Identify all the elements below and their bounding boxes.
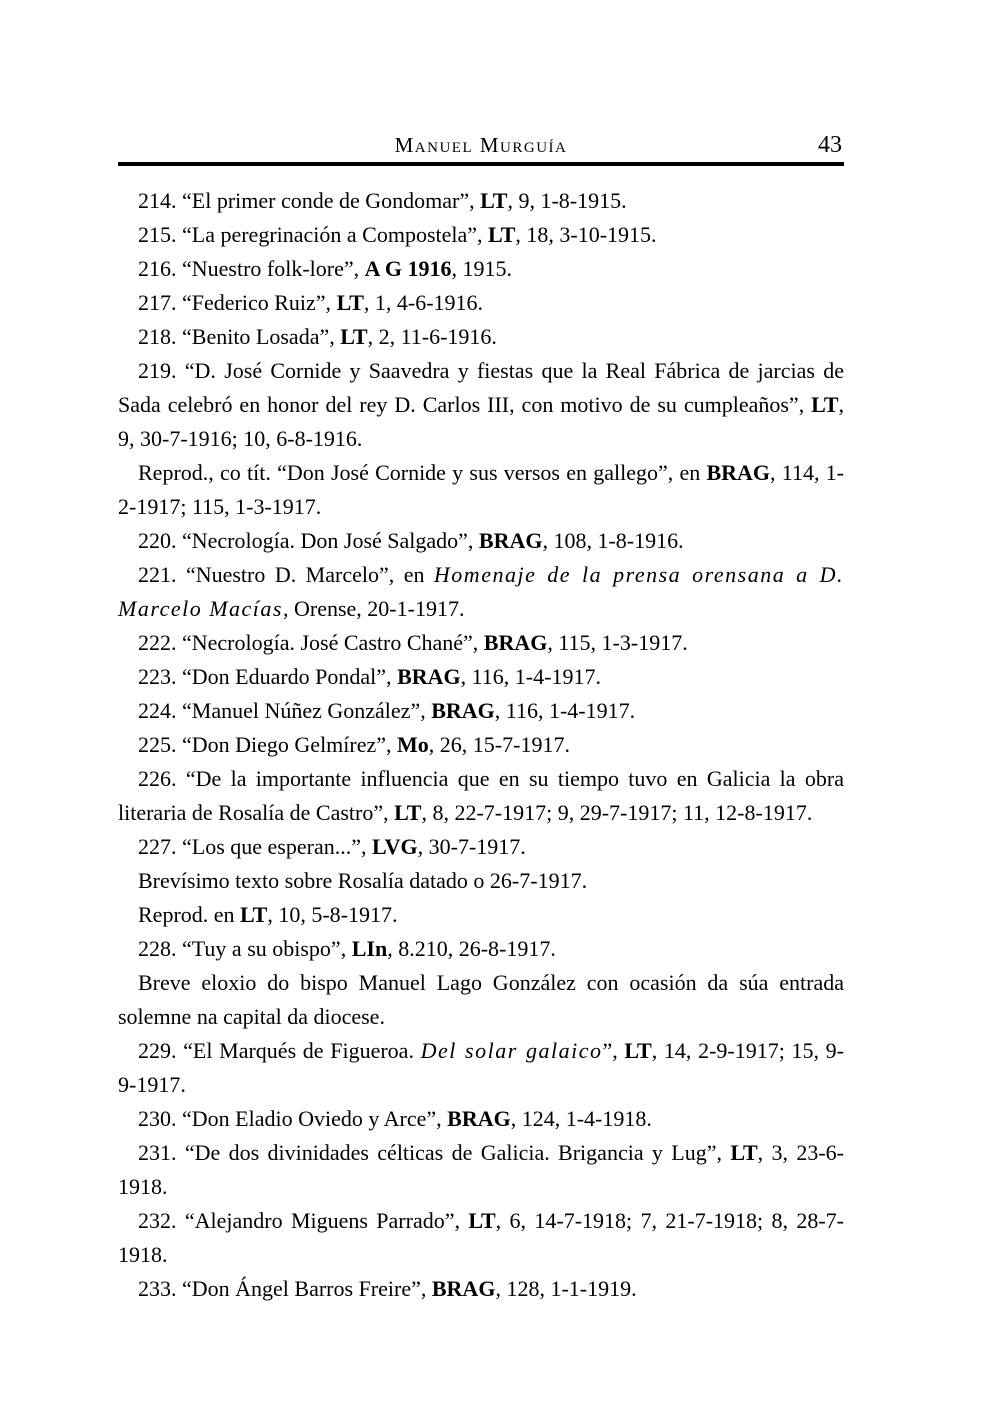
entry-text: , 6, 14-7-1918; 7, 21-7-1918; 8, 28-7-1918. (118, 1208, 844, 1267)
entry-text: , 9, 30-7-1916; 10, 6-8-1916. (118, 392, 844, 451)
bibliography-entry (118, 864, 844, 898)
entry-text: 220. “Necrología. Don José Salgado”, (138, 528, 479, 553)
publication-abbreviation: BRAG (447, 1106, 511, 1131)
entry-text: 219. “D. José Cornide y Saavedra y fiestas que la Real Fábrica de jarcias de Sada celebró en honor del rey D. Carlos III, con motivo de su cumpleaños”, (118, 358, 844, 417)
entry-text: ”, (602, 1038, 625, 1063)
bibliography-entry (118, 524, 844, 558)
publication-abbreviation: LT (488, 222, 516, 247)
entry-text: , Orense, 20-1-1917. (282, 596, 465, 621)
entry-text: 222. “Necrología. José Castro Chané”, (138, 630, 484, 655)
entry-text: Brevísimo texto sobre Rosalía datado o 26-7-1917. (138, 868, 588, 893)
entry-text: , 116, 1-4-1917. (494, 698, 636, 723)
bibliography-entry (118, 184, 844, 218)
bibliography-entry (118, 1204, 844, 1272)
entry-text: , 9, 1-8-1915. (507, 188, 627, 213)
entry-text: , 10, 5-8-1917. (267, 902, 398, 927)
bibliography-entry (118, 218, 844, 252)
entry-text: , 1915. (451, 256, 512, 281)
publication-abbreviation: LT (394, 800, 422, 825)
bibliography-entry (118, 728, 844, 762)
header-rule (118, 162, 844, 166)
entry-text: 221. “Nuestro D. Marcelo”, en (138, 562, 434, 587)
entry-text: , 128, 1-1-1919. (495, 1276, 637, 1301)
publication-abbreviation: LT (468, 1208, 496, 1233)
entry-text: , 3, 23-6-1918. (118, 1140, 844, 1199)
bibliography-entry (118, 660, 844, 694)
publication-abbreviation: LT (336, 290, 364, 315)
bibliography-entry (118, 898, 844, 932)
entry-text: 217. “Federico Ruiz”, (138, 290, 337, 315)
publication-abbreviation: BRAG (397, 664, 461, 689)
entry-text: 215. “La peregrinación a Compostela”, (138, 222, 489, 247)
publication-abbreviation: BRAG (431, 698, 495, 723)
publication-abbreviation: LT (811, 392, 839, 417)
entry-text: 225. “Don Diego Gelmírez”, (138, 732, 398, 757)
bibliography-entry (118, 558, 844, 626)
bibliography-entry (118, 762, 844, 830)
publication-abbreviation: LIn (351, 936, 388, 961)
entry-text: 214. “El primer conde de Gondomar”, (138, 188, 481, 213)
entry-text: , 124, 1-4-1918. (510, 1106, 652, 1131)
publication-abbreviation: LVG (371, 834, 418, 859)
publication-abbreviation: BRAG (431, 1276, 496, 1301)
bibliography-entry (118, 694, 844, 728)
publication-abbreviation: A G 1916 (364, 256, 452, 281)
page-number: 43 (818, 132, 842, 158)
bibliography-entry (118, 1102, 844, 1136)
entry-text: Breve eloxio do bispo Manuel Lago González con ocasión da súa entrada solemne na capital da diocese. (118, 970, 844, 1029)
publication-abbreviation: BRAG (706, 460, 771, 485)
entry-text: 227. “Los que esperan...”, (138, 834, 372, 859)
entry-text: 229. “El Marqués de Figueroa. (138, 1038, 421, 1063)
bibliography-entry (118, 1272, 844, 1306)
work-title-italic: Homenaje de la prensa orensana a D. Marcelo Macías (118, 562, 844, 621)
bibliography-entry (118, 354, 844, 456)
entry-text: , 115, 1-3-1917. (547, 630, 688, 655)
entry-text: , 114, 1-2-1917; 115, 1-3-1917. (118, 460, 845, 519)
entry-text: , 18, 3-10-1915. (515, 222, 657, 247)
entry-text: 218. “Benito Losada”, (138, 324, 341, 349)
bibliography-entry (118, 1034, 844, 1102)
publication-abbreviation: Mo (397, 732, 429, 757)
publication-abbreviation: LT (624, 1038, 652, 1063)
publication-abbreviation: BRAG (478, 528, 543, 553)
publication-abbreviation: LT (730, 1140, 758, 1165)
bibliography-list (118, 184, 844, 1306)
entry-text: , 8.210, 26-8-1917. (387, 936, 556, 961)
entry-text: , 26, 15-7-1917. (428, 732, 570, 757)
publication-abbreviation: BRAG (483, 630, 548, 655)
entry-text: 232. “Alejandro Miguens Parrado”, (138, 1208, 469, 1233)
entry-text: 226. “De la importante influencia que en su tiempo tuvo en Galicia la obra literaria de Rosalía de Castro”, (118, 766, 844, 825)
work-title-italic: Del solar galaico (420, 1038, 603, 1063)
entry-text: 231. “De dos divinidades célticas de Galicia. Brigancia y Lug”, (138, 1140, 731, 1165)
entry-text: 233. “Don Ángel Barros Freire”, (138, 1276, 432, 1301)
bibliography-entry (118, 830, 844, 864)
bibliography-entry (118, 932, 844, 966)
entry-text: 230. “Don Eladio Oviedo y Arce”, (138, 1106, 448, 1131)
page-header (118, 128, 844, 162)
bibliography-entry (118, 1136, 844, 1204)
bibliography-entry (118, 252, 844, 286)
bibliography-entry (118, 286, 844, 320)
entry-text: , 14, 2-9-1917; 15, 9-9-1917. (118, 1038, 845, 1097)
bibliography-entry (118, 966, 844, 1034)
entry-text: , 2, 11-6-1916. (367, 324, 497, 349)
publication-abbreviation: LT (240, 902, 268, 927)
entry-text: 216. “Nuestro folk-lore”, (138, 256, 365, 281)
entry-text: , 116, 1-4-1917. (460, 664, 601, 689)
entry-text: Reprod. en (138, 902, 241, 927)
entry-text: , 108, 1-8-1916. (542, 528, 684, 553)
running-title: Manuel Murguía (394, 133, 568, 157)
publication-abbreviation: LT (340, 324, 368, 349)
bibliography-entry (118, 456, 844, 524)
publication-abbreviation: LT (480, 188, 508, 213)
bibliography-entry (118, 626, 844, 660)
entry-text: , 1, 4-6-1916. (363, 290, 484, 315)
entry-text: Reprod., co tít. “Don José Cornide y sus versos en gallego”, en (138, 460, 707, 485)
bibliography-entry (118, 320, 844, 354)
entry-text: 223. “Don Eduardo Pondal”, (138, 664, 398, 689)
entry-text: , 8, 22-7-1917; 9, 29-7-1917; 11, 12-8-1917. (421, 800, 813, 825)
entry-text: , 30-7-1917. (417, 834, 526, 859)
entry-text: 228. “Tuy a su obispo”, (138, 936, 352, 961)
entry-text: 224. “Manuel Núñez González”, (138, 698, 432, 723)
